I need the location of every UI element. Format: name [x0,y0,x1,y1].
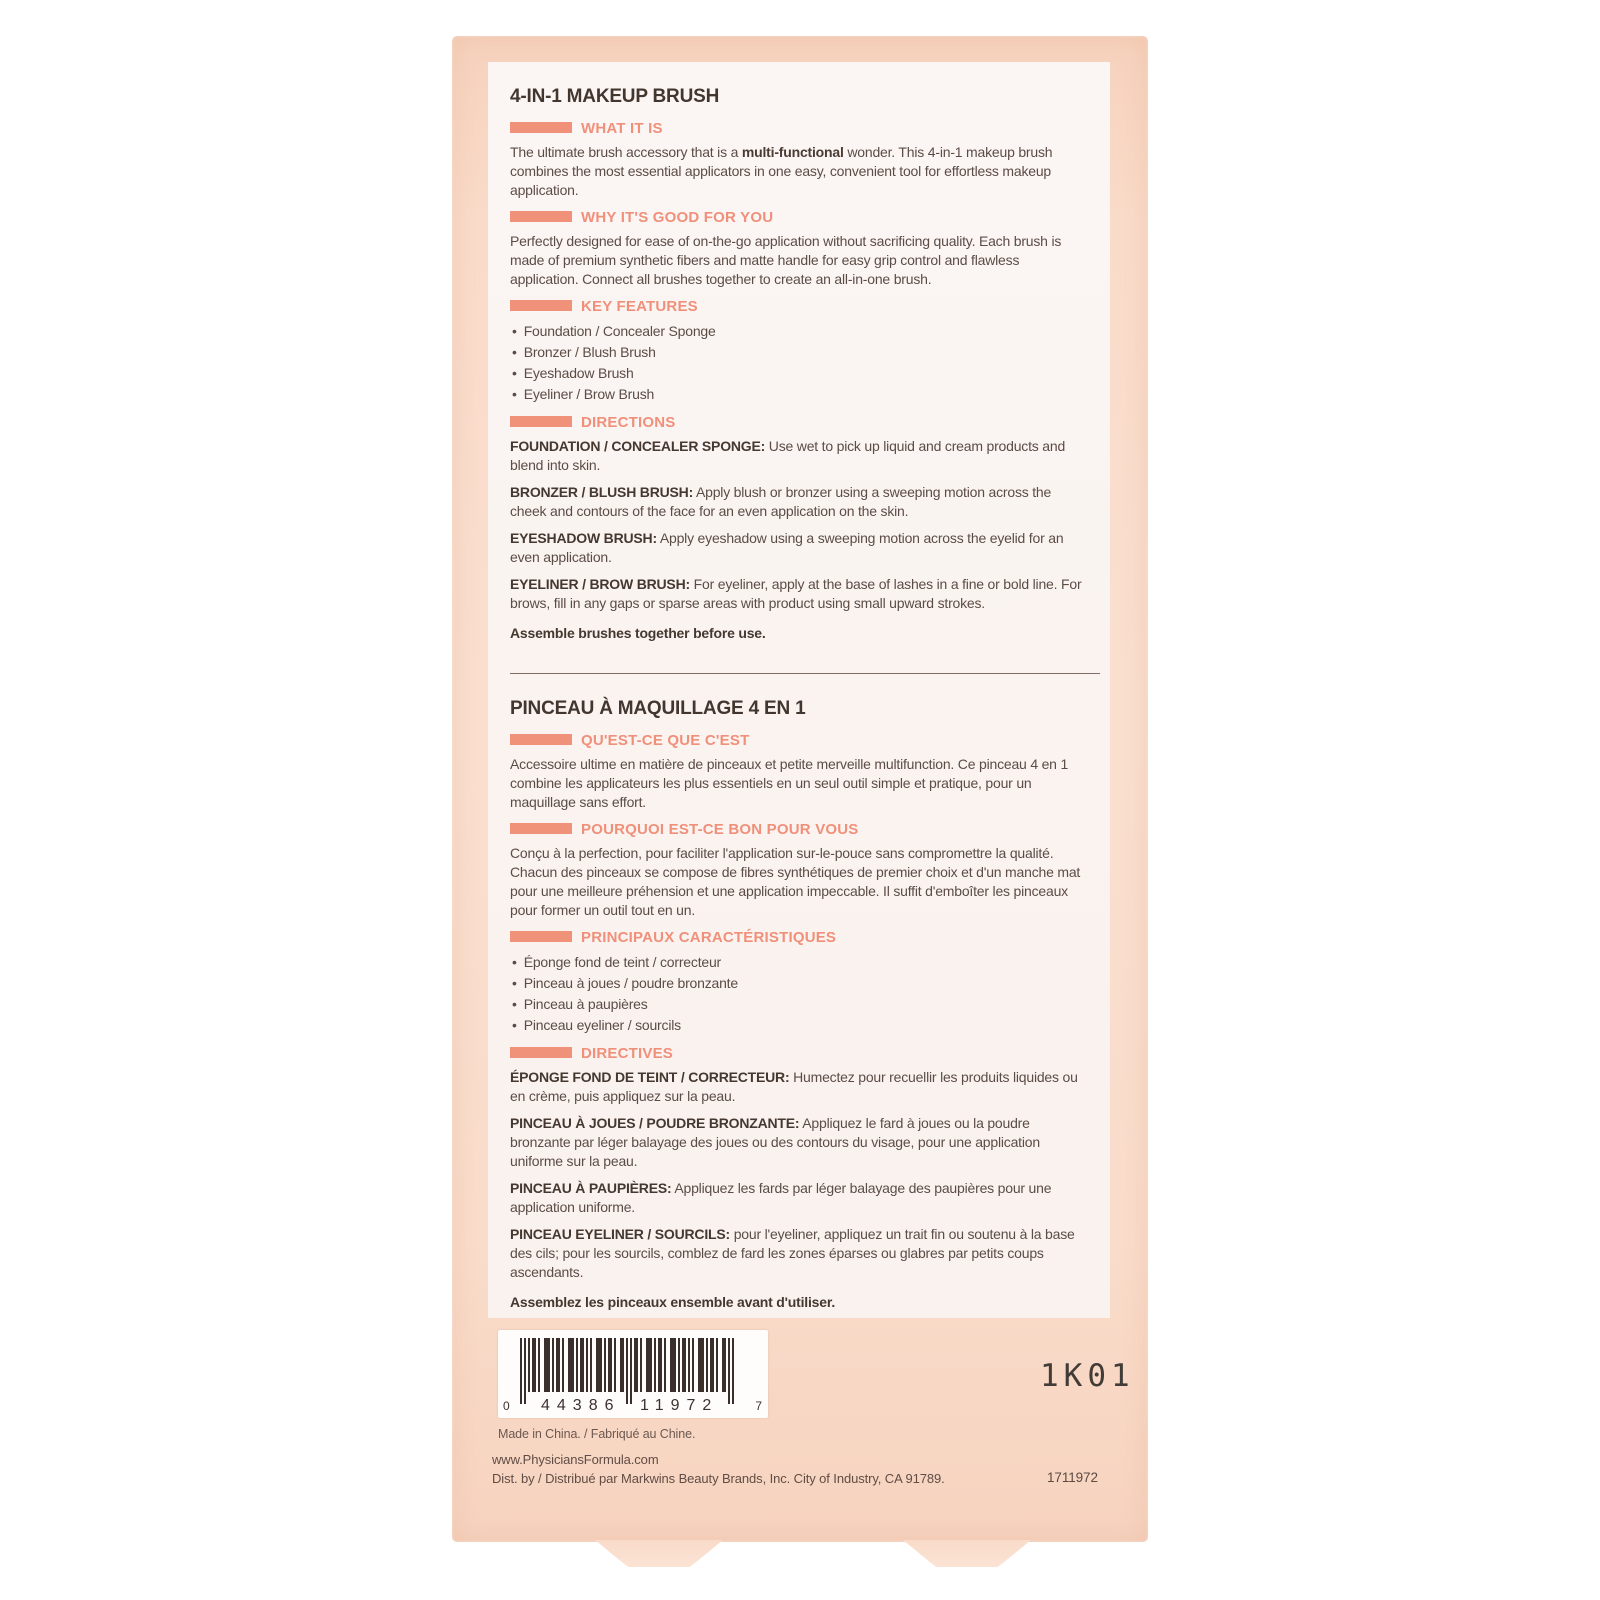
direction-step [510,575,1084,613]
heading-label: DIRECTIVES [581,1045,674,1062]
step-lead: BRONZER / BLUSH BRUSH: [510,484,694,500]
section-heading-directions-fr [510,1044,1084,1063]
heading-swatch [510,211,572,222]
barcode-digit-system: 0 [503,1399,510,1413]
list-item: • Pinceau à paupières [510,994,1084,1015]
direction-step [510,483,1084,521]
heading-label: POURQUOI EST-CE BON POUR VOUS [581,821,859,838]
step-text: For eyeliner, apply at the base of lashes in a fine or bold line. For brows, fill in any gaps or sparse areas with product using small upward strokes. [510,576,1082,611]
heading-swatch [510,823,572,834]
panel-content [488,62,1110,1312]
heading-label: QU'EST-CE QUE C'EST [581,732,750,749]
step-lead: FOUNDATION / CONCEALER SPONGE: [510,438,766,454]
step-text: Humectez pour recuellir les produits liquides ou en crème, puis appliquez sur la peau. [510,1069,1078,1104]
heading-label: WHY IT'S GOOD FOR YOU [581,209,774,226]
text-segment: The ultimate brush accessory that is a [510,144,742,160]
section-heading-directions [510,413,1084,432]
key-features-list-fr [510,952,1084,1036]
upc-barcode [498,1330,768,1418]
product-title-fr: PINCEAU À MAQUILLAGE 4 EN 1 [510,698,806,719]
why-text: Perfectly designed for ease of on-the-go application without sacrificing quality. Each brush is made of premium synthetic fibers and matte handle for easy grip control and flawless application. Connect all brushes together to create an all-in-one brush. [510,233,1062,287]
heading-label: DIRECTIONS [581,414,676,431]
step-lead: EYELINER / BROW BRUSH: [510,576,690,592]
list-item: • Pinceau à joues / poudre bronzante [510,973,1084,994]
heading-swatch [510,122,572,133]
product-title-en: 4-IN-1 MAKEUP BRUSH [510,86,720,107]
section-heading-what-it-is [510,119,1084,138]
step-text: Use wet to pick up liquid and cream products and blend into skin. [510,438,1066,473]
list-item: • Eyeshadow Brush [510,363,1084,384]
text-segment: wonder. This 4-in-1 makeup brush combines the most essential applicators in one easy, convenient tool for effortless makeup application. [510,144,1053,198]
batch-code: 1K01 [1040,1358,1135,1394]
direction-step [510,1179,1084,1217]
heading-label: KEY FEATURES [581,298,698,315]
assembly-note-en: Assemble brushes together before use. [510,625,766,641]
what-it-is-text-fr: Accessoire ultime en matière de pinceaux et petite merveille multifunction. Ce pinceau 4 en 1 combine les applicateurs les plus essentiels en un seul outil simple et pratique, pour un maquillage sans effort. [510,756,1069,810]
direction-step [510,437,1084,475]
heading-swatch [510,931,572,942]
direction-step [510,1114,1084,1171]
section-heading-key-features-fr [510,928,1084,947]
step-lead: PINCEAU À JOUES / POUDRE BRONZANTE: [510,1115,800,1131]
step-text: Apply eyeshadow using a sweeping motion across the eyelid for an even application. [510,530,1064,565]
section-divider [510,673,1100,674]
barcode-digit-check: 7 [755,1399,762,1413]
heading-swatch [510,300,572,311]
section-heading-what-it-is-fr [510,731,1084,750]
step-lead: EYESHADOW BRUSH: [510,530,657,546]
barcode-digits-left: 44386 [541,1397,621,1414]
step-text: Apply blush or bronzer using a sweeping motion across the cheek and contours of the face for an even application on the skin. [510,484,1052,519]
list-item: • Éponge fond de teint / correcteur [510,952,1084,973]
section-heading-why [510,208,1084,227]
step-text: pour l'eyeliner, appliquez un trait fin ou soutenu à la base des cils; pour les sourcils, comblez de fard les zones éparses ou glabres par petits coups ascendants. [510,1226,1075,1280]
section-heading-key-features [510,297,1084,316]
step-text: Appliquez les fards par léger balayage des paupières pour une application uniforme. [510,1180,1052,1215]
info-panel [488,62,1110,1318]
heading-swatch [510,1047,572,1058]
step-lead: ÉPONGE FOND DE TEINT / CORRECTEUR: [510,1069,790,1085]
what-it-is-text [510,143,1084,200]
step-text: Appliquez le fard à joues ou la poudre bronzante par léger balayage des joues ou des contours du visage, pour une application uniforme sur la peau. [510,1115,1040,1169]
key-features-list [510,321,1084,405]
assembly-note-fr: Assemblez les pinceaux ensemble avant d'utiliser. [510,1294,836,1310]
list-item: • Bronzer / Blush Brush [510,342,1084,363]
step-lead: PINCEAU EYELINER / SOURCILS: [510,1226,730,1242]
box-flap-tab [595,1540,723,1567]
section-heading-why-fr [510,820,1084,839]
made-in-text: Made in China. / Fabriqué au Chine. [498,1427,696,1441]
heading-swatch [510,734,572,745]
heading-label: WHAT IT IS [581,120,663,137]
website-url: www.PhysiciansFormula.com [492,1452,659,1467]
list-item: • Eyeliner / Brow Brush [510,384,1084,405]
text-segment-bold: multi-functional [741,144,844,160]
box-flap-tab [903,1540,1031,1567]
list-item: • Pinceau eyeliner / sourcils [510,1015,1084,1036]
item-number: 1711972 [1047,1470,1098,1485]
step-lead: PINCEAU À PAUPIÈRES: [510,1180,672,1196]
heading-swatch [510,416,572,427]
barcode-digits-right: 11972 [640,1397,719,1414]
direction-step [510,529,1084,567]
direction-step [510,1068,1084,1106]
heading-label: PRINCIPAUX CARACTÉRISTIQUES [581,929,837,946]
list-item: • Foundation / Concealer Sponge [510,321,1084,342]
direction-step [510,1225,1084,1282]
package-back-panel [452,36,1148,1542]
distributor-text: Dist. by / Distribué par Markwins Beauty Brands, Inc. City of Industry, CA 91789. [492,1471,945,1486]
why-text-fr: Conçu à la perfection, pour faciliter l'application sur-le-pouce sans compromettre la qualité. Chacun des pinceaux se compose de fibres synthétiques de premier choix et d'un manche mat pour une meilleure préhension et une application impeccable. Il suffit d'emboîter les pinceaux pour former un outil tout en un. [510,845,1081,918]
